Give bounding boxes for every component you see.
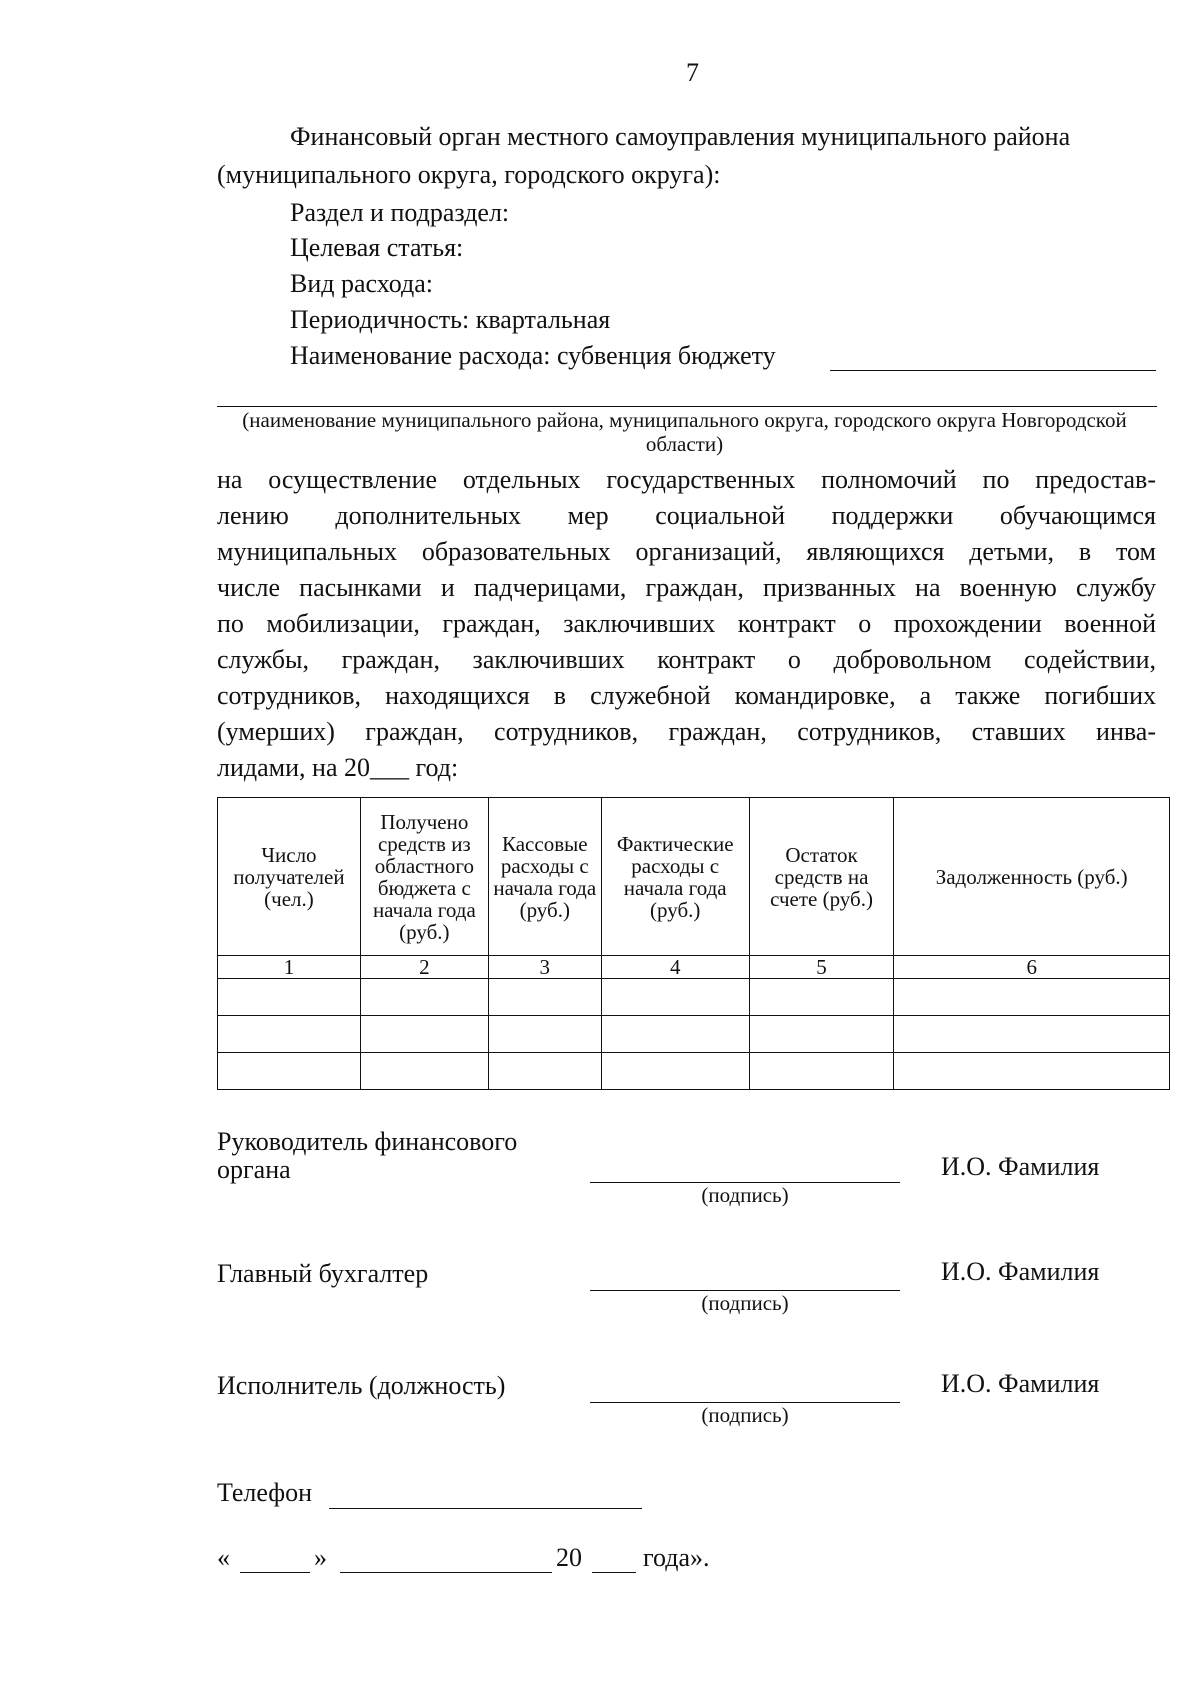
table-cell[interactable]: [749, 979, 894, 1016]
table-row: [218, 1053, 1170, 1090]
table-cell[interactable]: [218, 1016, 361, 1053]
table-cell[interactable]: [218, 1053, 361, 1090]
signature-caption: (подпись): [701, 1183, 789, 1207]
table-cell[interactable]: [601, 1053, 749, 1090]
section-label: Раздел и подраздел:: [290, 198, 510, 227]
signature-role: Исполнитель (должность): [217, 1371, 506, 1400]
signature-caption: (подпись): [701, 1403, 789, 1427]
date-month-blank[interactable]: [340, 1572, 552, 1573]
body-line: сотрудников, находящихся в служебной командировке, а также погибших: [217, 681, 1156, 710]
body-line: на осуществление отдельных государственных полномочий по предостав-: [217, 465, 1156, 494]
column-number: 6: [894, 956, 1170, 979]
table-cell[interactable]: [488, 1053, 601, 1090]
municipality-name-blank[interactable]: [217, 406, 1157, 407]
body-line: числе пасынками и падчерицами, граждан, призванных на военную службу: [217, 573, 1156, 602]
column-header: Получено средств из областного бюджета с начала года (руб.): [360, 798, 488, 956]
page-number: 7: [686, 58, 699, 87]
table-cell[interactable]: [894, 1016, 1170, 1053]
periodicity-label: Периодичность: квартальная: [290, 305, 611, 334]
body-paragraph: [217, 462, 1156, 786]
column-number: 2: [360, 956, 488, 979]
header-line2: (муниципального округа, городского округа):: [217, 160, 721, 189]
table-cell[interactable]: [749, 1016, 894, 1053]
signatory-name: И.О. Фамилия: [941, 1369, 1100, 1398]
municipality-name-caption: (наименование муниципального района, муниципального округа, городского округа Новгородской области): [242, 408, 1127, 456]
table-header-row: [218, 798, 1170, 956]
phone-blank[interactable]: [329, 1508, 642, 1509]
signature-caption: (подпись): [701, 1291, 789, 1315]
table-cell[interactable]: [360, 1053, 488, 1090]
table-cell[interactable]: [601, 1016, 749, 1053]
table-cell[interactable]: [488, 979, 601, 1016]
date-day-blank[interactable]: [240, 1572, 310, 1573]
column-header: Кассовые расходы с начала года (руб.): [488, 798, 601, 956]
body-line: (умерших) граждан, сотрудников, граждан, сотрудников, ставших инва-: [217, 717, 1156, 746]
column-number: 5: [749, 956, 894, 979]
table-cell[interactable]: [360, 979, 488, 1016]
body-line: службы, граждан, заключивших контракт о добровольном содействии,: [217, 645, 1156, 674]
date-suffix: года».: [643, 1543, 710, 1572]
column-header: Остаток средств на счете (руб.): [749, 798, 894, 956]
column-header: Задолженность (руб.): [894, 798, 1170, 956]
column-header: Число получателей (чел.): [218, 798, 361, 956]
table-cell[interactable]: [601, 979, 749, 1016]
signatory-name: И.О. Фамилия: [941, 1257, 1100, 1286]
body-line: по мобилизации, граждан, заключивших контракт о прохождении военной: [217, 609, 1156, 638]
body-line: лению дополнительных мер социальной поддержки обучающимся: [217, 501, 1156, 530]
signatory-name: И.О. Фамилия: [941, 1152, 1100, 1181]
phone-label: Телефон: [217, 1478, 313, 1507]
column-header: Фактические расходы с начала года (руб.): [601, 798, 749, 956]
column-number-row: [218, 956, 1170, 979]
date-open-quote: «: [217, 1543, 230, 1572]
signature-role: Руководитель финансового органа: [217, 1127, 518, 1184]
expense-name-label: Наименование расхода: субвенция бюджету: [290, 341, 776, 370]
table-cell[interactable]: [894, 1053, 1170, 1090]
date-year-prefix: 20: [556, 1543, 582, 1572]
table-cell[interactable]: [488, 1016, 601, 1053]
header-line1: Финансовый орган местного самоуправления муниципального района: [290, 122, 1071, 151]
expense-name-blank[interactable]: [830, 370, 1156, 371]
table-row: [218, 1016, 1170, 1053]
date-close-quote: »: [314, 1543, 327, 1572]
date-year-blank[interactable]: [592, 1572, 636, 1573]
table-cell[interactable]: [360, 1016, 488, 1053]
column-number: 1: [218, 956, 361, 979]
table-cell[interactable]: [894, 979, 1170, 1016]
target-article-label: Целевая статья:: [290, 233, 464, 262]
table-row: [218, 979, 1170, 1016]
signature-role: Главный бухгалтер: [217, 1259, 429, 1288]
report-table: [217, 797, 1170, 1090]
table-cell[interactable]: [218, 979, 361, 1016]
body-line: муниципальных образовательных организаций, являющихся детьми, в том: [217, 537, 1156, 566]
expense-type-label: Вид расхода:: [290, 269, 433, 298]
body-line: лидами, на 20___ год:: [217, 753, 459, 782]
column-number: 3: [488, 956, 601, 979]
table-cell[interactable]: [749, 1053, 894, 1090]
column-number: 4: [601, 956, 749, 979]
